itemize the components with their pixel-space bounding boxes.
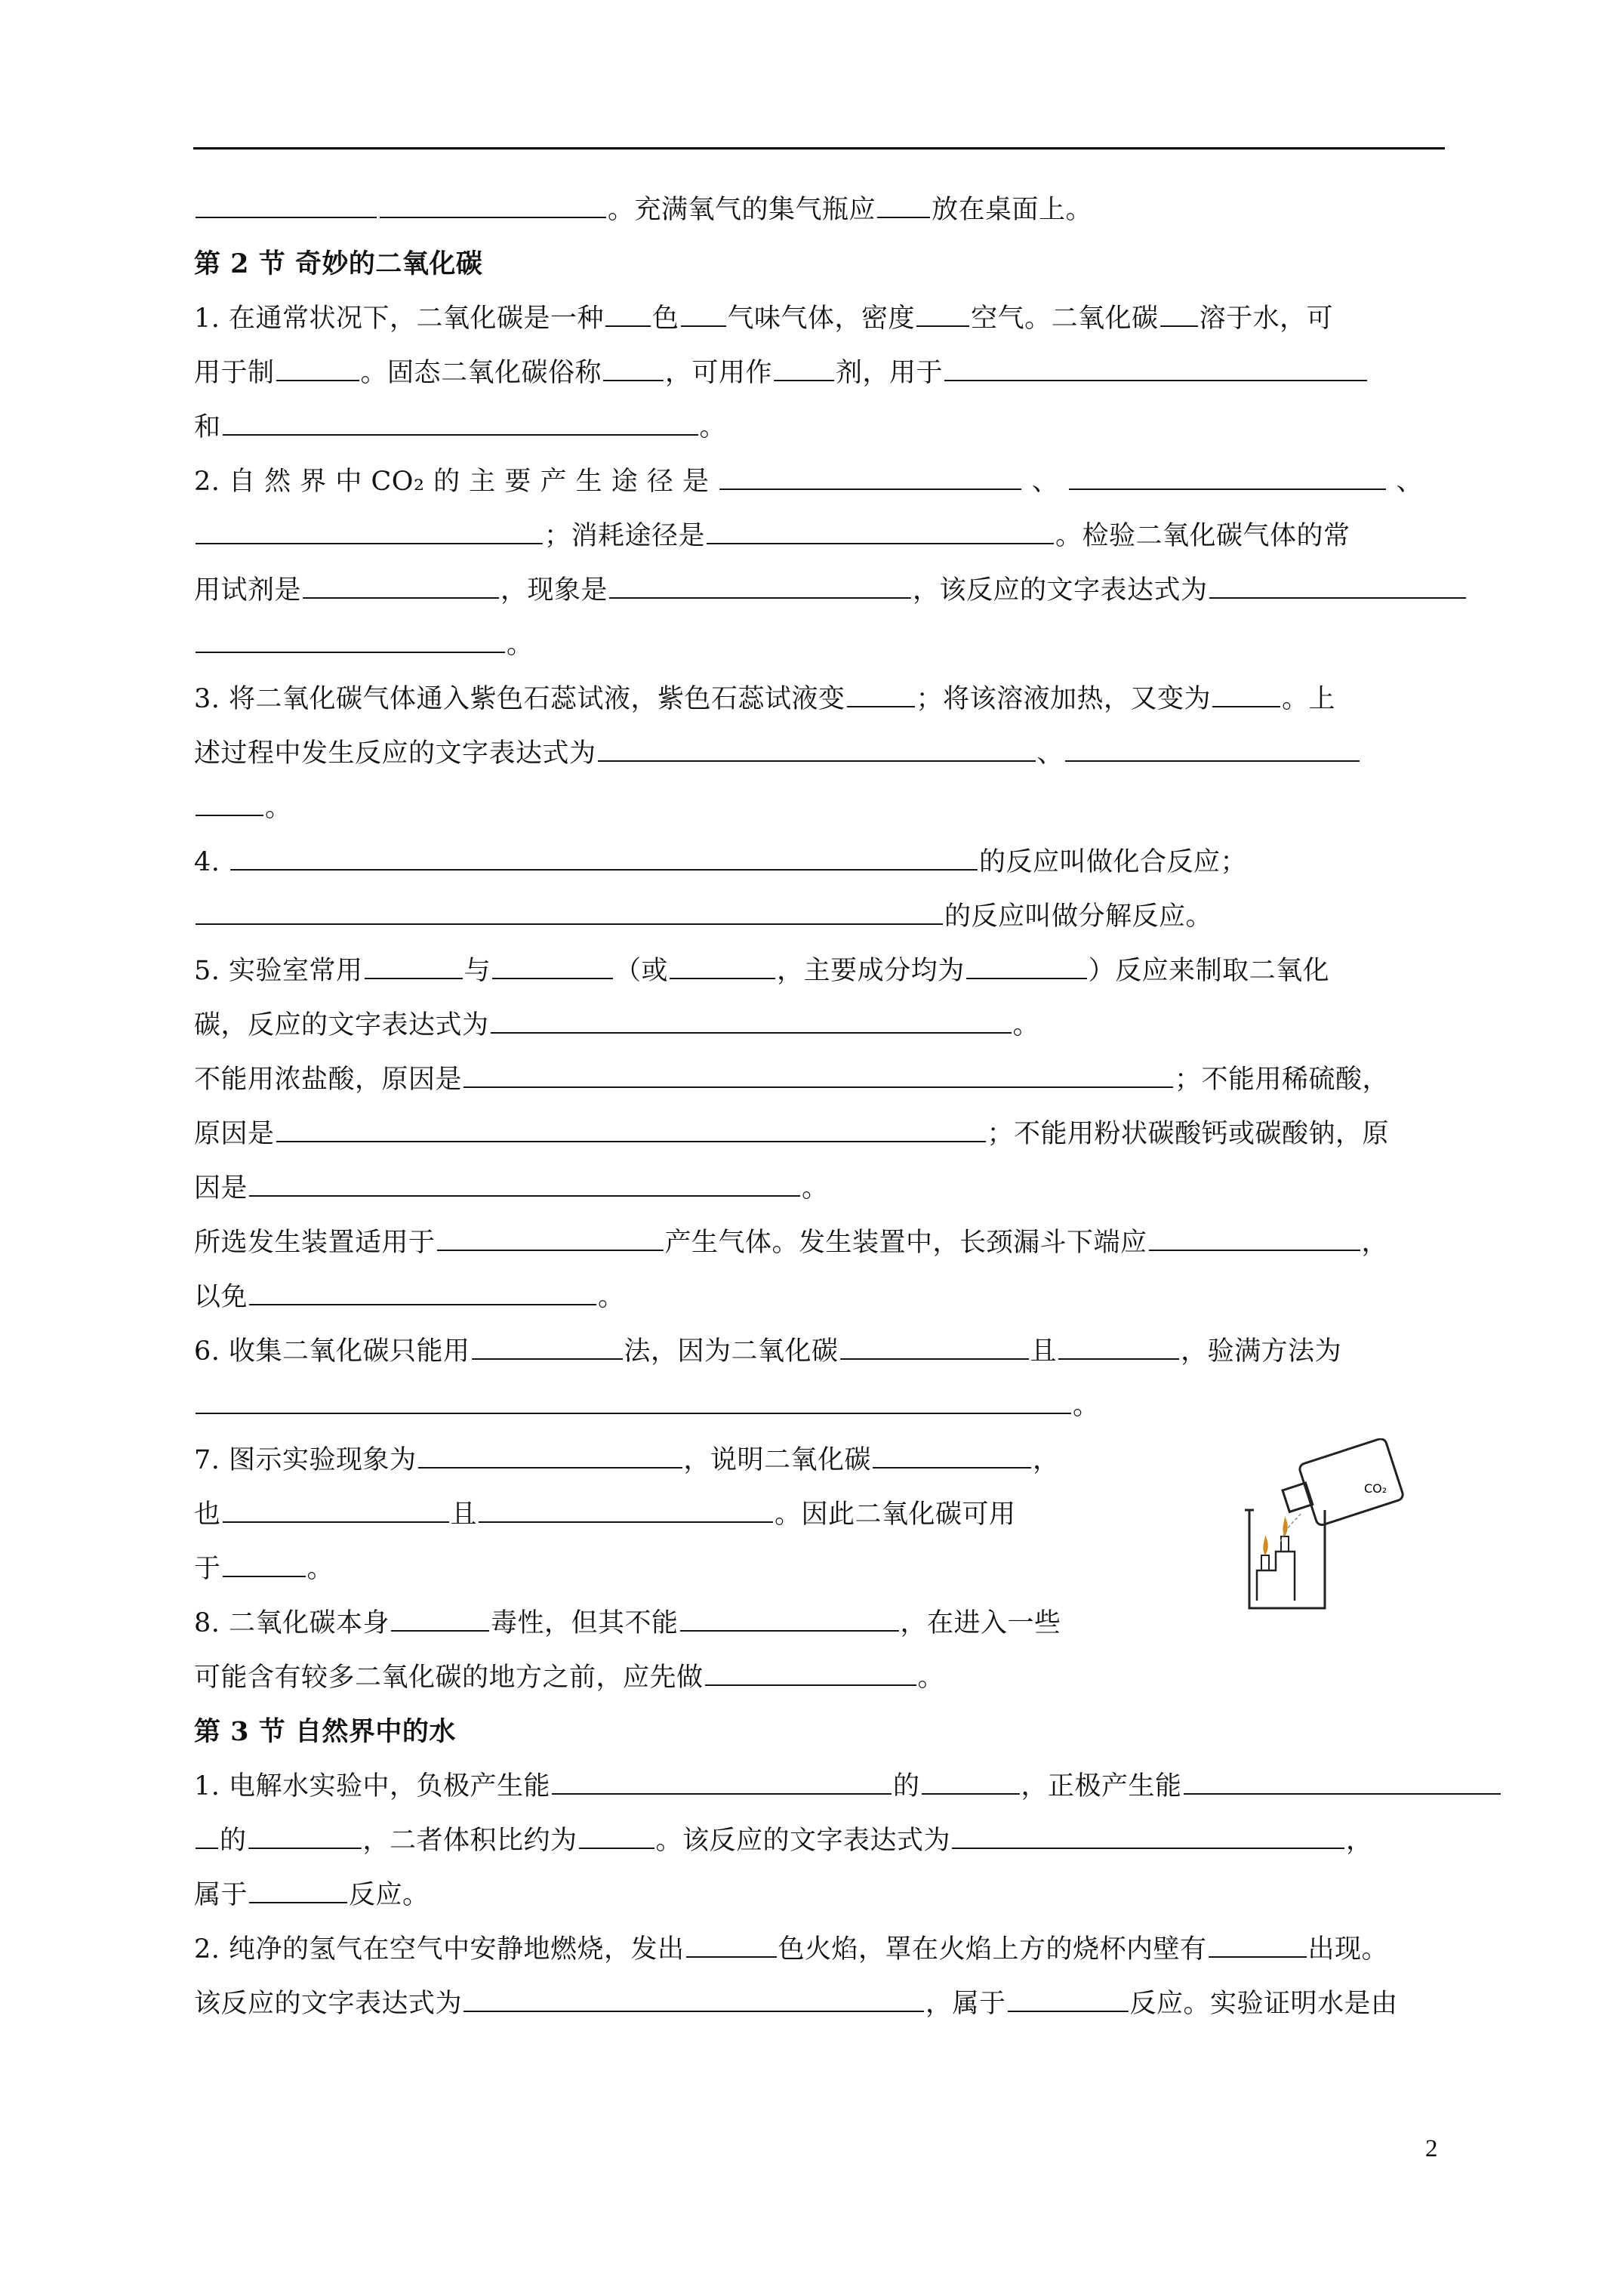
co2-label: CO₂: [1364, 1481, 1387, 1496]
answer-blank[interactable]: [916, 325, 969, 327]
answer-blank[interactable]: [877, 216, 930, 218]
answer-blank[interactable]: [609, 596, 911, 599]
lower-flame-icon: [1263, 1535, 1267, 1555]
line-text: 。: [917, 1663, 945, 1693]
answer-blank[interactable]: [944, 379, 1367, 381]
line-text: 1. 在通常状况下，二氧化碳是一种: [194, 304, 605, 334]
answer-blank[interactable]: [276, 379, 359, 381]
line-text: 3. 将二氧化碳气体通入紫色石蕊试液，紫色石蕊试液变: [194, 684, 845, 714]
line-text: 。充满氧气的集气瓶应: [608, 195, 876, 225]
line-text: 剂，用于: [836, 358, 944, 388]
line-text: 4.: [194, 847, 229, 877]
answer-blank[interactable]: [463, 1086, 1173, 1088]
line-text: 色火焰，罩在火焰上方的烧杯内壁有: [778, 1934, 1207, 1965]
answer-blank[interactable]: [719, 488, 1021, 490]
line-text: 且: [1030, 1336, 1058, 1367]
question-line: [194, 509, 1538, 563]
question-line: [194, 618, 1538, 672]
line-text: 。: [306, 1554, 334, 1584]
line-text: 用于制: [194, 358, 275, 388]
line-text: 5. 实验室常用: [194, 956, 363, 986]
question-line: [194, 346, 1538, 400]
line-text: 第 2 节 奇妙的二氧化碳: [194, 248, 483, 279]
step-stand: [1257, 1552, 1295, 1601]
line-text: ，现象是: [500, 575, 608, 606]
line-text: 与: [463, 956, 491, 986]
question-line: [194, 672, 1538, 726]
answer-blank[interactable]: [418, 1466, 682, 1469]
answer-blank[interactable]: [479, 1521, 773, 1523]
line-text: ；将该溶液加热，又变为: [916, 684, 1212, 714]
answer-blank[interactable]: [966, 977, 1087, 979]
answer-blank[interactable]: [223, 1575, 306, 1577]
question-line: [194, 563, 1538, 618]
line-text: 反应。实验证明水是由: [1129, 1989, 1398, 2019]
line-text: 于: [194, 1554, 221, 1584]
question-line: [194, 455, 1538, 509]
answer-blank[interactable]: [196, 651, 505, 653]
line-text: 的: [220, 1826, 247, 1856]
answer-blank[interactable]: [686, 1955, 777, 1958]
answer-blank[interactable]: [922, 1792, 1020, 1795]
question-line: [194, 1052, 1538, 1107]
question-line: [194, 1324, 1538, 1379]
answer-blank[interactable]: [365, 977, 463, 979]
answer-blank[interactable]: [774, 379, 834, 381]
line-text: 2. 自 然 界 中: [194, 467, 371, 497]
question-line: [194, 1107, 1538, 1161]
line-text: 属于: [194, 1880, 248, 1910]
line-text: 。: [598, 1282, 625, 1312]
answer-blank[interactable]: [492, 977, 613, 979]
line-text: 。: [507, 630, 534, 660]
question-line: [194, 1650, 1538, 1705]
section-heading: [194, 237, 1538, 291]
answer-blank[interactable]: [249, 1194, 800, 1197]
answer-blank[interactable]: [952, 1847, 1344, 1849]
line-text: 和: [194, 412, 221, 442]
answer-blank[interactable]: [230, 868, 978, 871]
answer-blank[interactable]: [196, 1847, 218, 1849]
line-text: （或: [614, 956, 669, 986]
line-text: 。: [1012, 1010, 1040, 1040]
line-text: ；不能用粉状碳酸钙或碳酸钠，原: [987, 1119, 1390, 1149]
line-text: 的 主 要 产 生 途 径 是: [424, 467, 719, 497]
line-text: 溶于水，可: [1199, 304, 1334, 334]
answer-blank[interactable]: [552, 1792, 892, 1795]
line-text: ，二者体积比约为: [362, 1826, 577, 1856]
line-text: 。因此二氧化碳可用: [775, 1499, 1016, 1530]
line-text: 8. 二氧化碳本身: [194, 1608, 390, 1638]
question-line: [194, 944, 1538, 998]
answer-blank[interactable]: [463, 2010, 924, 2012]
line-text: 且: [450, 1499, 478, 1530]
answer-blank[interactable]: [680, 1629, 899, 1632]
line-text: 反应。: [349, 1880, 430, 1910]
answer-blank[interactable]: [249, 1303, 596, 1305]
line-text: 产生气体。发生装置中，长颈漏斗下端应: [664, 1228, 1147, 1258]
question-line: [194, 1270, 1538, 1324]
line-text: 色: [652, 304, 679, 334]
answer-blank[interactable]: [1160, 325, 1198, 327]
line-text: 法，因为二氧化碳: [624, 1336, 839, 1367]
question-line: [194, 1977, 1538, 2031]
line-text: ，验满方法为: [1181, 1336, 1342, 1367]
answer-blank[interactable]: [196, 542, 543, 544]
answer-blank[interactable]: [223, 433, 698, 436]
answer-blank[interactable]: [223, 1521, 449, 1523]
answer-blank[interactable]: [873, 1466, 1031, 1469]
line-text: 毒性，但其不能: [491, 1608, 679, 1638]
line-text: 2. 纯净的氢气在空气中安静地燃烧，发出: [194, 1934, 685, 1965]
answer-blank[interactable]: [707, 542, 1054, 544]
answer-blank[interactable]: [437, 1249, 664, 1251]
question-line: [194, 1759, 1538, 1814]
line-text: 1. 电解水实验中，负极产生能: [194, 1771, 551, 1801]
line-text: ，: [1033, 1445, 1060, 1475]
line-text: 、: [1023, 467, 1067, 497]
line-text: 。: [802, 1173, 829, 1203]
header-rule: [193, 147, 1445, 149]
line-text: ）反应来制取二氧化: [1088, 956, 1330, 986]
line-text: ，该反应的文字表达式为: [913, 575, 1208, 606]
line-text: 碳，反应的文字表达式为: [194, 1010, 489, 1040]
line-text: 。检验二氧化碳气体的常: [1055, 521, 1350, 551]
line-text: 的反应叫做分解反应。: [944, 901, 1213, 932]
line-text: 可能含有较多二氧化碳的地方之前，应先做: [194, 1663, 704, 1693]
answer-blank[interactable]: [249, 1901, 347, 1903]
line-text: 放在桌面上。: [932, 195, 1093, 225]
upper-candle: [1281, 1536, 1289, 1552]
line-text: ，正极产生能: [1021, 1771, 1182, 1801]
line-text: 所选发生装置适用于: [194, 1228, 436, 1258]
question-line: [194, 1922, 1538, 1977]
answer-blank[interactable]: [472, 1358, 623, 1360]
answer-blank[interactable]: [491, 1031, 1012, 1034]
answer-blank[interactable]: [1065, 760, 1360, 762]
answer-blank[interactable]: [603, 379, 664, 381]
question-line: [194, 1379, 1538, 1433]
section-heading: [194, 1705, 1538, 1759]
upper-flame-icon: [1283, 1516, 1287, 1536]
answer-blank[interactable]: [1212, 705, 1280, 707]
answer-blank[interactable]: [840, 1358, 1029, 1360]
answer-blank[interactable]: [705, 1684, 916, 1686]
line-text: 用试剂是: [194, 575, 302, 606]
line-text: 也: [194, 1499, 221, 1530]
answer-blank[interactable]: [605, 325, 651, 327]
line-text: ，在进入一些: [900, 1608, 1061, 1638]
line-text: 不能用浓盐酸，原因是: [194, 1065, 463, 1095]
question-line: [194, 1814, 1538, 1868]
line-text: ，说明二氧化碳: [683, 1445, 872, 1475]
line-text: 以免: [194, 1282, 248, 1312]
answer-blank[interactable]: [598, 760, 1036, 762]
line-text: 6. 收集二氧化碳只能用: [194, 1336, 470, 1367]
page-number: 2: [1425, 2135, 1438, 2162]
gas-bottle: [1298, 1438, 1404, 1527]
question-line: [194, 1161, 1538, 1216]
lower-candle: [1261, 1555, 1269, 1570]
line-text: ，主要成分均为: [777, 956, 965, 986]
line-text: 该反应的文字表达式为: [194, 1989, 463, 2019]
question-line: [194, 835, 1538, 889]
co2-pouring-figure: [1234, 1438, 1431, 1620]
answer-blank[interactable]: [248, 1847, 362, 1849]
line-text: ；消耗途径是: [544, 521, 706, 551]
answer-blank[interactable]: [1209, 596, 1466, 599]
line-text: 。: [699, 412, 727, 442]
answer-blank[interactable]: [1008, 2010, 1129, 2012]
answer-blank[interactable]: [847, 705, 915, 707]
line-text: CO₂: [371, 467, 425, 497]
line-text: 的: [893, 1771, 920, 1801]
worksheet-content: [194, 183, 1538, 2031]
line-text: 。上: [1282, 684, 1336, 714]
question-line: [194, 400, 1538, 455]
question-line: [194, 726, 1538, 781]
line-text: 气味气体，密度: [727, 304, 916, 334]
answer-blank[interactable]: [579, 1847, 654, 1849]
line-text: 。: [1073, 1391, 1100, 1421]
answer-blank[interactable]: [303, 596, 499, 599]
question-line: [194, 1216, 1538, 1270]
line-text: 。: [265, 793, 292, 823]
gas-stream: [1280, 1514, 1301, 1544]
question-line: [194, 1868, 1538, 1922]
answer-blank[interactable]: [196, 814, 263, 816]
line-text: ，可用作: [665, 358, 773, 388]
answer-blank[interactable]: [1149, 1249, 1360, 1251]
answer-blank[interactable]: [196, 216, 377, 218]
answer-blank[interactable]: [196, 923, 943, 925]
answer-blank[interactable]: [681, 325, 726, 327]
answer-blank[interactable]: [1058, 1358, 1179, 1360]
answer-blank[interactable]: [276, 1140, 986, 1142]
answer-blank[interactable]: [391, 1629, 489, 1632]
question-line: [194, 781, 1538, 835]
question-line: [194, 998, 1538, 1052]
line-text: 。该反应的文字表达式为: [655, 1826, 951, 1856]
line-text: 7. 图示实验现象为: [194, 1445, 417, 1475]
question-line: [194, 889, 1538, 944]
line-text: 空气。二氧化碳: [971, 304, 1159, 334]
line-text: 、: [1387, 467, 1424, 497]
line-text: ，: [1346, 1826, 1373, 1856]
line-text: 出现。: [1307, 1934, 1389, 1965]
line-text: 第 3 节 自然界中的水: [194, 1716, 456, 1747]
line-text: ，属于: [925, 1989, 1006, 2019]
line-text: 的反应叫做化合反应；: [979, 847, 1248, 877]
line-text: ，: [1361, 1228, 1389, 1258]
question-line: [194, 291, 1538, 346]
question-line: [194, 183, 1538, 237]
answer-blank[interactable]: [380, 216, 606, 218]
answer-blank[interactable]: [1069, 488, 1386, 490]
answer-blank[interactable]: [196, 1412, 1071, 1414]
line-text: 因是: [194, 1173, 248, 1203]
line-text: ；不能用稀硫酸，: [1175, 1065, 1390, 1095]
line-text: 。固态二氧化碳俗称: [360, 358, 602, 388]
line-text: 、: [1036, 738, 1064, 769]
line-text: 述过程中发生反应的文字表达式为: [194, 738, 596, 769]
answer-blank[interactable]: [1184, 1792, 1501, 1795]
answer-blank[interactable]: [1209, 1955, 1307, 1958]
answer-blank[interactable]: [670, 977, 775, 979]
line-text: 原因是: [194, 1119, 275, 1149]
